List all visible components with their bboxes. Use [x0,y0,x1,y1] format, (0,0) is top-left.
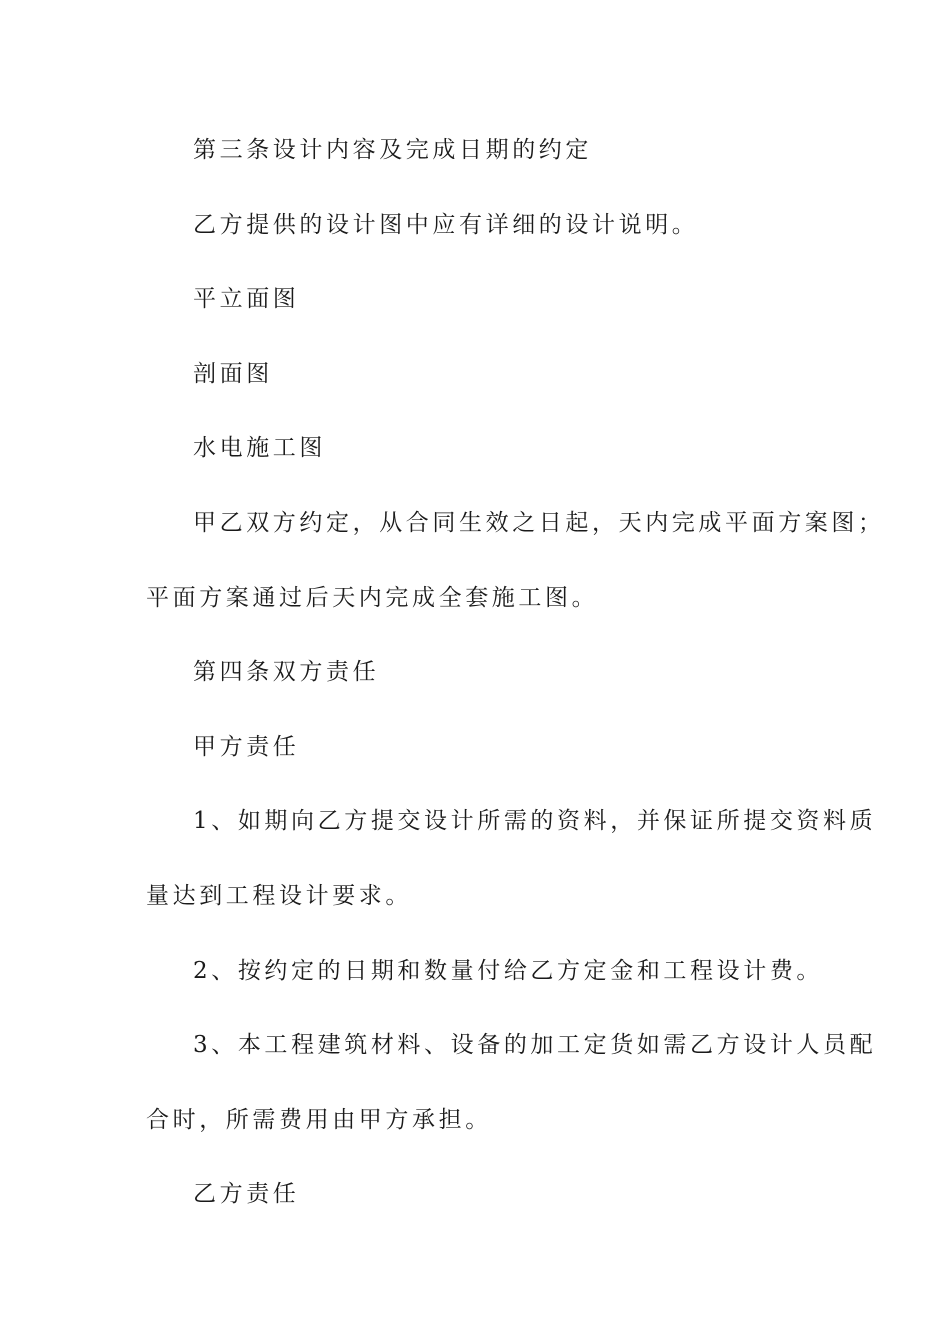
list-item-plumbing-electrical: 水电施工图 [193,435,326,462]
paragraph: 甲乙双方约定，从合同生效之日起，天内完成平面方案图； [193,509,885,536]
paragraph: 乙方提供的设计图中应有详细的设计说明。 [193,211,699,238]
document-body [146,127,885,1246]
party-a-heading: 甲方责任 [193,733,300,760]
paragraph-continuation: 平面方案通过后天内完成全套施工图。 [146,584,599,611]
article-3-heading: 第三条设计内容及完成日期的约定 [193,137,592,163]
list-item-section: 剖面图 [193,360,273,387]
clause-2: 2、按约定的日期和数量付给乙方定金和工程设计费。 [193,957,824,984]
list-item-plan-elevation: 平立面图 [193,286,300,313]
clause-3: 3、本工程建筑材料、设备的加工定货如需乙方设计人员配 [193,1032,877,1059]
party-b-heading: 乙方责任 [193,1181,300,1208]
clause-3-continuation: 合时，所需费用由甲方承担。 [146,1106,492,1133]
clause-1: 1、如期向乙方提交设计所需的资料，并保证所提交资料质 [193,808,877,835]
article-4-heading: 第四条双方责任 [193,659,380,686]
clause-1-continuation: 量达到工程设计要求。 [146,882,412,909]
